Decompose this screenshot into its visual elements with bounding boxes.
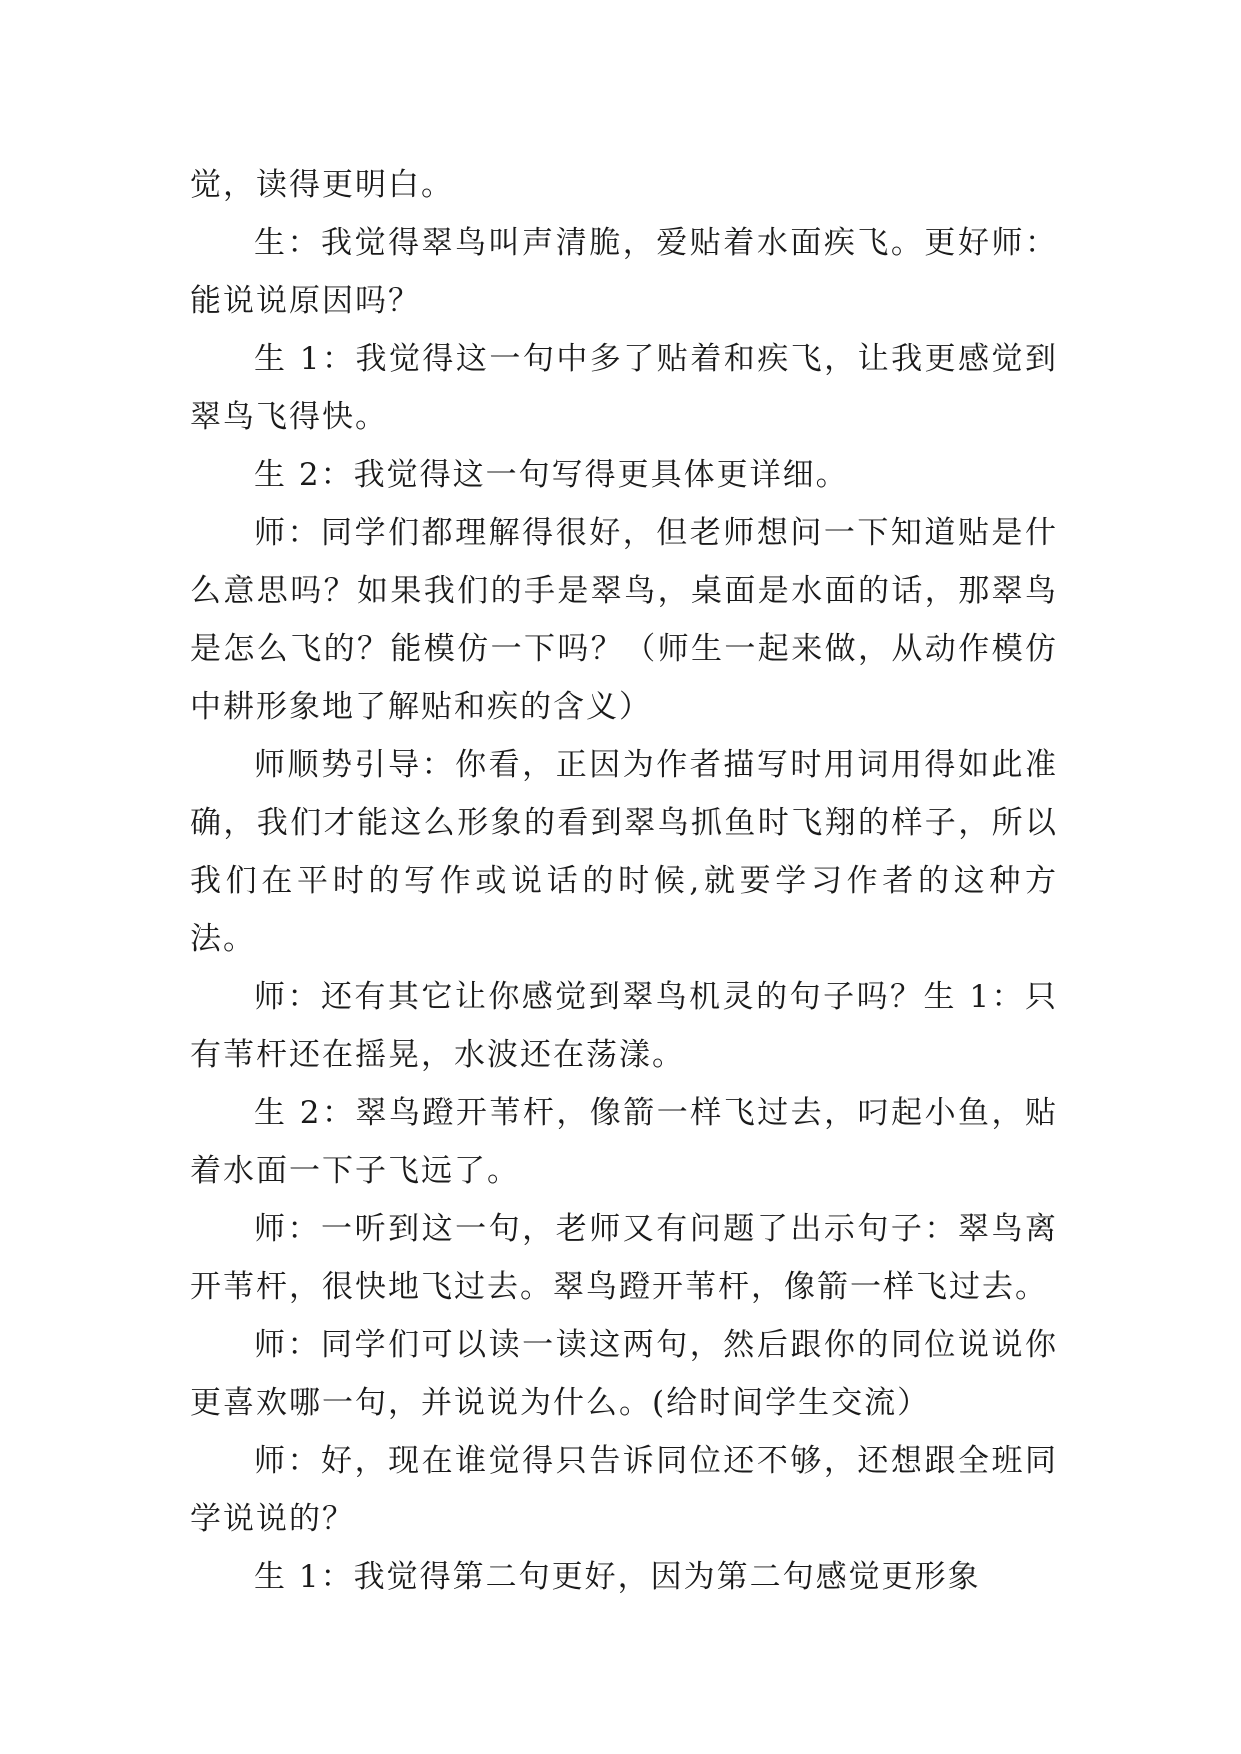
paragraph: 师：一听到这一句，老师又有问题了出示句子：翠鸟离开苇杆，很快地飞过去。翠鸟蹬开苇杆，像箭一样飞过去。 — [190, 1211, 1058, 1305]
paragraph: 师顺势引导：你看，正因为作者描写时用词用得如此准确，我们才能这么形象的看到翠鸟抓鱼时飞翔的样子，所以我们在平时的写作或说话的时候,就要学习作者的这种方法。 — [190, 747, 1058, 957]
paragraph: 觉，读得更明白。 — [190, 167, 454, 203]
document-body — [190, 156, 1058, 1606]
paragraph: 师：好，现在谁觉得只告诉同位还不够，还想跟全班同学说说的？ — [190, 1443, 1058, 1537]
paragraph: 生 1：我觉得第二句更好，因为第二句感觉更形象 — [254, 1559, 981, 1595]
paragraph: 师：同学们都理解得很好，但老师想问一下知道贴是什么意思吗？如果我们的手是翠鸟，桌面是水面的话，那翠鸟是怎么飞的？能模仿一下吗？（师生一起来做，从动作模仿中耕形象地了解贴和疾的含义） — [190, 515, 1058, 725]
paragraph: 师：还有其它让你感觉到翠鸟机灵的句子吗？生 1：只有苇杆还在摇晃，水波还在荡漾。 — [190, 979, 1058, 1073]
paragraph: 生 2：我觉得这一句写得更具体更详细。 — [254, 457, 849, 493]
paragraph: 师：同学们可以读一读这两句，然后跟你的同位说说你更喜欢哪一句，并说说为什么。(给时间学生交流） — [190, 1327, 1058, 1421]
paragraph: 生 1：我觉得这一句中多了贴着和疾飞，让我更感觉到翠鸟飞得快。 — [190, 341, 1058, 435]
paragraph: 生：我觉得翠鸟叫声清脆，爱贴着水面疾飞。更好师：能说说原因吗？ — [190, 225, 1058, 319]
paragraph: 生 2：翠鸟蹬开苇杆，像箭一样飞过去，叼起小鱼，贴着水面一下子飞远了。 — [190, 1095, 1058, 1189]
